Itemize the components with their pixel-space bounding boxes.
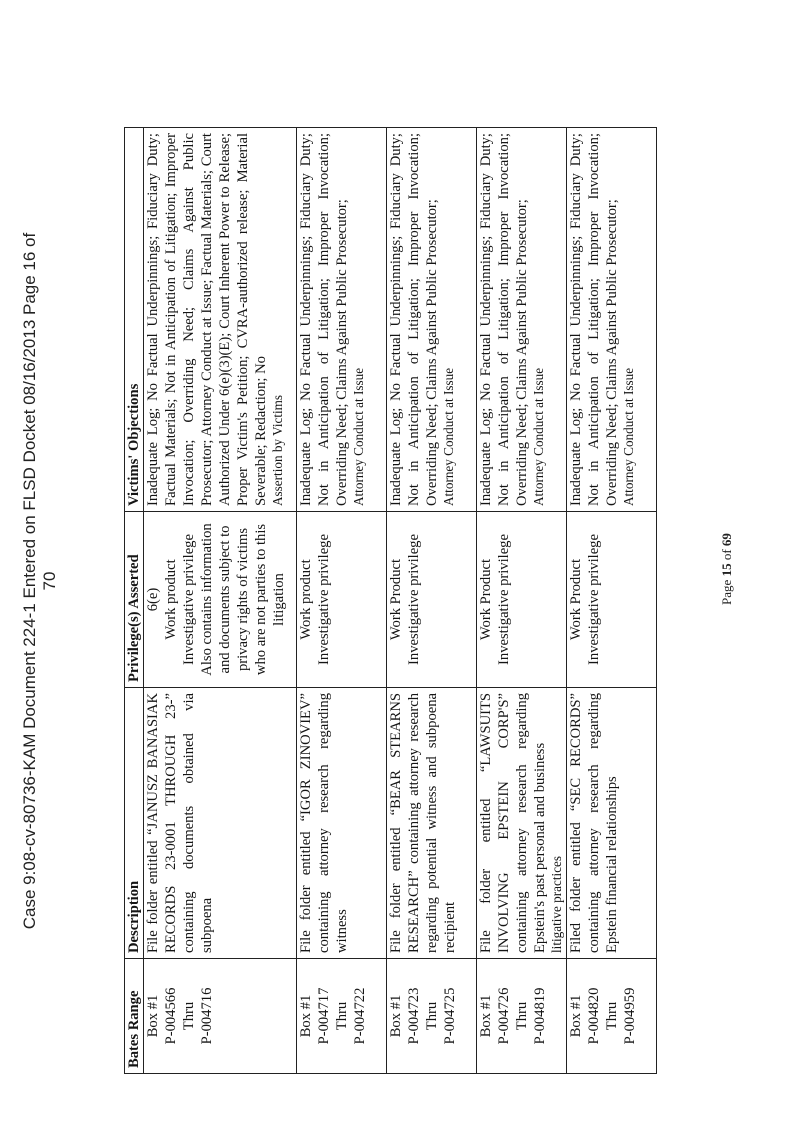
bates-range-cell [477, 959, 567, 1074]
bates-start: P-004717 [316, 987, 332, 1045]
privileges-cell [387, 512, 477, 688]
privilege-item: Investigative privilege [181, 534, 197, 665]
description-tail: litigative practices [549, 855, 564, 953]
privilege-item: Investigative privilege [496, 534, 512, 665]
bates-range-cell [567, 959, 657, 1074]
description-cell: File folder entitled “JANUSZ BANASIAK RECORDS 23-0001 THROUGH 23-” containing documents obtained via subpoena [144, 688, 297, 959]
page-current: 15 [719, 563, 734, 577]
privilege-item: Work Product [568, 558, 584, 641]
table-row [477, 128, 567, 1074]
privilege-item: Work product [163, 559, 179, 640]
bates-box: Box #1 [568, 994, 584, 1038]
header-line-1: Case 9:08-cv-80736-KAM Document 224-1 Entered on FLSD Docket 08/16/2013 Page 16 of [20, 232, 39, 930]
column-header-privileges: Privilege(s) Asserted [125, 512, 144, 688]
privilege-item: Work Product [478, 558, 494, 641]
bates-end: P-004716 [199, 987, 215, 1045]
column-header-description: Description [125, 688, 144, 959]
objections-cell [387, 128, 477, 512]
objections-cell [567, 128, 657, 512]
objections-text: Inadequate Log; No Factual Underpinnings; Fiduciary Duty; Not in Anticipation of Litigation; Improper Invocation; Overriding Need; Claims Against Public Prosecutor; [478, 133, 530, 506]
objections-cell [297, 128, 387, 512]
page-number [719, 469, 735, 669]
bates-box: Box #1 [478, 994, 494, 1038]
objections-text: Inadequate Log; No Factual Underpinnings; Fiduciary Duty; Not in Anticipation of Litigation; Improper Invocation; Overriding Need; Claims Against Public Prosecutor; [388, 133, 440, 506]
page-of: of [719, 549, 734, 561]
page-total: 69 [719, 533, 734, 547]
bates-start: P-004566 [163, 987, 179, 1045]
privilege-item: Investigative privilege [586, 534, 602, 665]
bates-end: P-004722 [352, 987, 368, 1045]
bates-thru: Thru [181, 1001, 197, 1031]
description-cell: File folder entitled “BEAR STEARNS RESEARCH” containing attorney research regarding potential witness and subpoena recipient [387, 688, 477, 959]
table-row [387, 128, 477, 1074]
page-prefix: Page [719, 579, 734, 605]
privilege-item: Work Product [388, 558, 404, 641]
header-line-2: 70 [40, 571, 59, 591]
bates-start: P-004820 [586, 987, 602, 1045]
privilege-item: 6(e) [145, 587, 161, 612]
bates-range-cell [387, 959, 477, 1074]
privilege-log-table [124, 127, 657, 1074]
column-header-objections: Victims' Objections [125, 128, 144, 512]
objections-tail: Assertion by Victims [270, 394, 285, 506]
bates-box: Box #1 [298, 994, 314, 1038]
table-row [297, 128, 387, 1074]
privileges-cell [297, 512, 387, 688]
description-cell: Filed folder entitled “SEC RECORDS” containing attorney research regarding Epstein financial relationships [567, 688, 657, 959]
objections-cell [144, 128, 297, 512]
bates-box: Box #1 [145, 994, 161, 1038]
bates-thru: Thru [604, 1001, 620, 1031]
column-header-bates: Bates Range [125, 959, 144, 1074]
objections-text: Inadequate Log; No Factual Underpinnings; Fiduciary Duty; Factual Materials; Not in Anticipation of Litigation; Improper Invocation; Overriding Need; Claims Against Public Prosecutor; Attorney Conduct at Issue; Factual Materials; Court Authorized Under 6(e)(3)(E); Court Inherent Power to Release; Proper Victim's Petition; CVRA-authorized release; Material Severable; Redaction; No [145, 133, 269, 506]
objections-tail: Attorney Conduct at Issue [621, 367, 636, 506]
privilege-item: Work product [298, 559, 314, 640]
bates-thru: Thru [424, 1001, 440, 1031]
table-header-row [125, 128, 144, 1074]
privilege-item: Investigative privilege [316, 534, 332, 665]
description-cell: File folder entitled “IGOR ZINOVIEV” containing attorney research regarding witness [297, 688, 387, 959]
table-row [567, 128, 657, 1074]
objections-tail: Attorney Conduct at Issue [531, 367, 546, 506]
objections-text: Inadequate Log; No Factual Underpinnings; Fiduciary Duty; Not in Anticipation of Litigation; Improper Invocation; Overriding Need; Claims Against Public Prosecutor; [568, 133, 620, 506]
privilege-item: Investigative privilege [406, 534, 422, 665]
objections-cell [477, 128, 567, 512]
bates-thru: Thru [514, 1001, 530, 1031]
bates-range-cell [144, 959, 297, 1074]
bates-box: Box #1 [388, 994, 404, 1038]
privileges-cell [567, 512, 657, 688]
privilege-log-table-container [124, 128, 646, 1074]
privilege-item: Also contains information and documents subject to privacy rights of victims who are not parties to this litigation [199, 523, 287, 676]
objections-text: Inadequate Log; No Factual Underpinnings; Fiduciary Duty; Not in Anticipation of Litigation; Improper Invocation; Overriding Need; Claims Against Public Prosecutor; [298, 133, 350, 506]
description-text: File folder entitled “LAWSUITS INVOLVING EPSTEIN CORP'S” containing attorney research regarding Epstein's past personal and business [478, 693, 548, 953]
bates-end: P-004725 [442, 987, 458, 1045]
description-cell [477, 688, 567, 959]
objections-tail: Attorney Conduct at Issue [441, 367, 456, 506]
table-row [144, 128, 297, 1074]
court-filing-header [20, 81, 60, 1081]
bates-range-cell [297, 959, 387, 1074]
privileges-cell [144, 512, 297, 688]
bates-thru: Thru [334, 1001, 350, 1031]
privileges-cell [477, 512, 567, 688]
bates-end: P-004819 [532, 987, 548, 1045]
bates-start: P-004726 [496, 987, 512, 1045]
objections-tail: Attorney Conduct at Issue [351, 367, 366, 506]
bates-start: P-004723 [406, 987, 422, 1045]
bates-end: P-004959 [622, 987, 638, 1045]
